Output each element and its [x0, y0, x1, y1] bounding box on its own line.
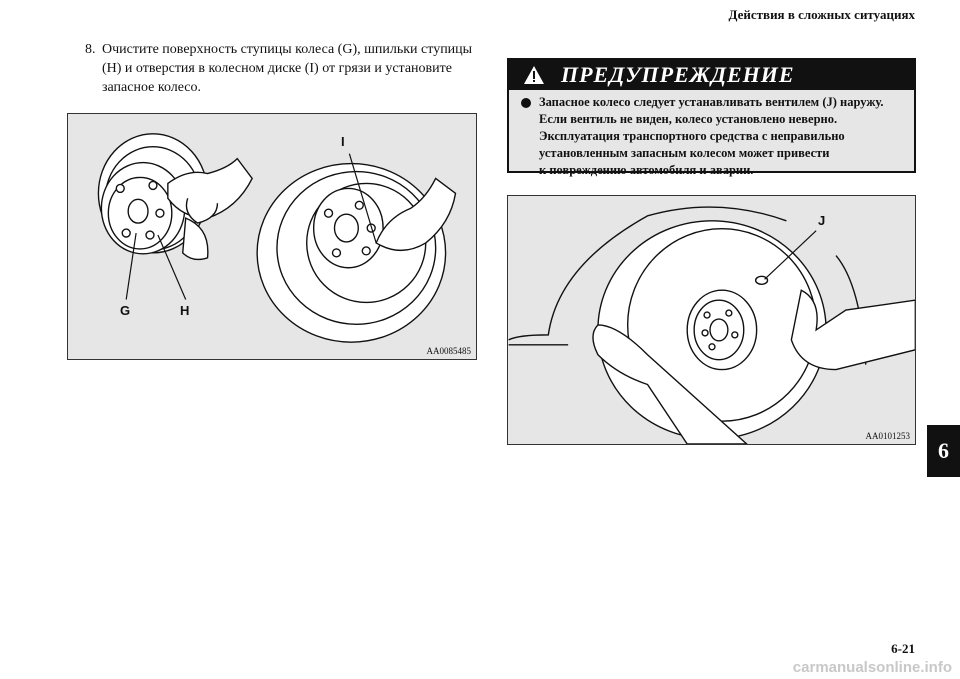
warning-line: Эксплуатация транспортного средства с неправильно [539, 129, 845, 143]
bullet-icon [521, 98, 531, 108]
warning-text [509, 90, 914, 179]
running-header-title: Действия в сложных ситуациях [728, 7, 915, 22]
step-text: Очистите поверхность ступицы колеса (G), шпильки ступицы (H) и отверстия в колесном диске (I) от грязи и установите запасное колесо. [102, 42, 473, 95]
figure-code: AA0085485 [426, 346, 471, 356]
step-number: 8. [85, 42, 96, 57]
callout-i-label: I [341, 134, 345, 149]
warning-line: Если вентиль не виден, колесо установлено неверно. [539, 112, 838, 126]
chapter-tab: 6 [927, 425, 960, 477]
step-8-instruction [85, 40, 475, 97]
warning-title: ПРЕДУПРЕЖДЕНИЕ [561, 62, 795, 87]
figure-spare-wheel-install [507, 195, 916, 445]
warning-line: установленным запасным колесом может привести [539, 146, 830, 160]
watermark: carmanualsonline.info [792, 659, 952, 676]
warning-box [507, 58, 916, 177]
figure-hub-cleaning [67, 113, 477, 360]
figure-code: AA0101253 [865, 431, 910, 441]
spare-wheel-installation-illustration [508, 196, 915, 444]
callout-g-label: G [120, 303, 131, 318]
callout-j-label: J [818, 213, 826, 228]
callout-h-label: H [180, 303, 190, 318]
warning-line: Запасное колесо следует устанавливать вентилем (J) наружу. [539, 95, 884, 109]
page-number: 6-21 [891, 641, 915, 656]
warning-line: к повреждению автомобиля и аварии. [539, 163, 754, 177]
warning-header [509, 60, 914, 90]
warning-triangle-icon [523, 65, 545, 85]
hub-cleaning-illustration [68, 114, 476, 359]
